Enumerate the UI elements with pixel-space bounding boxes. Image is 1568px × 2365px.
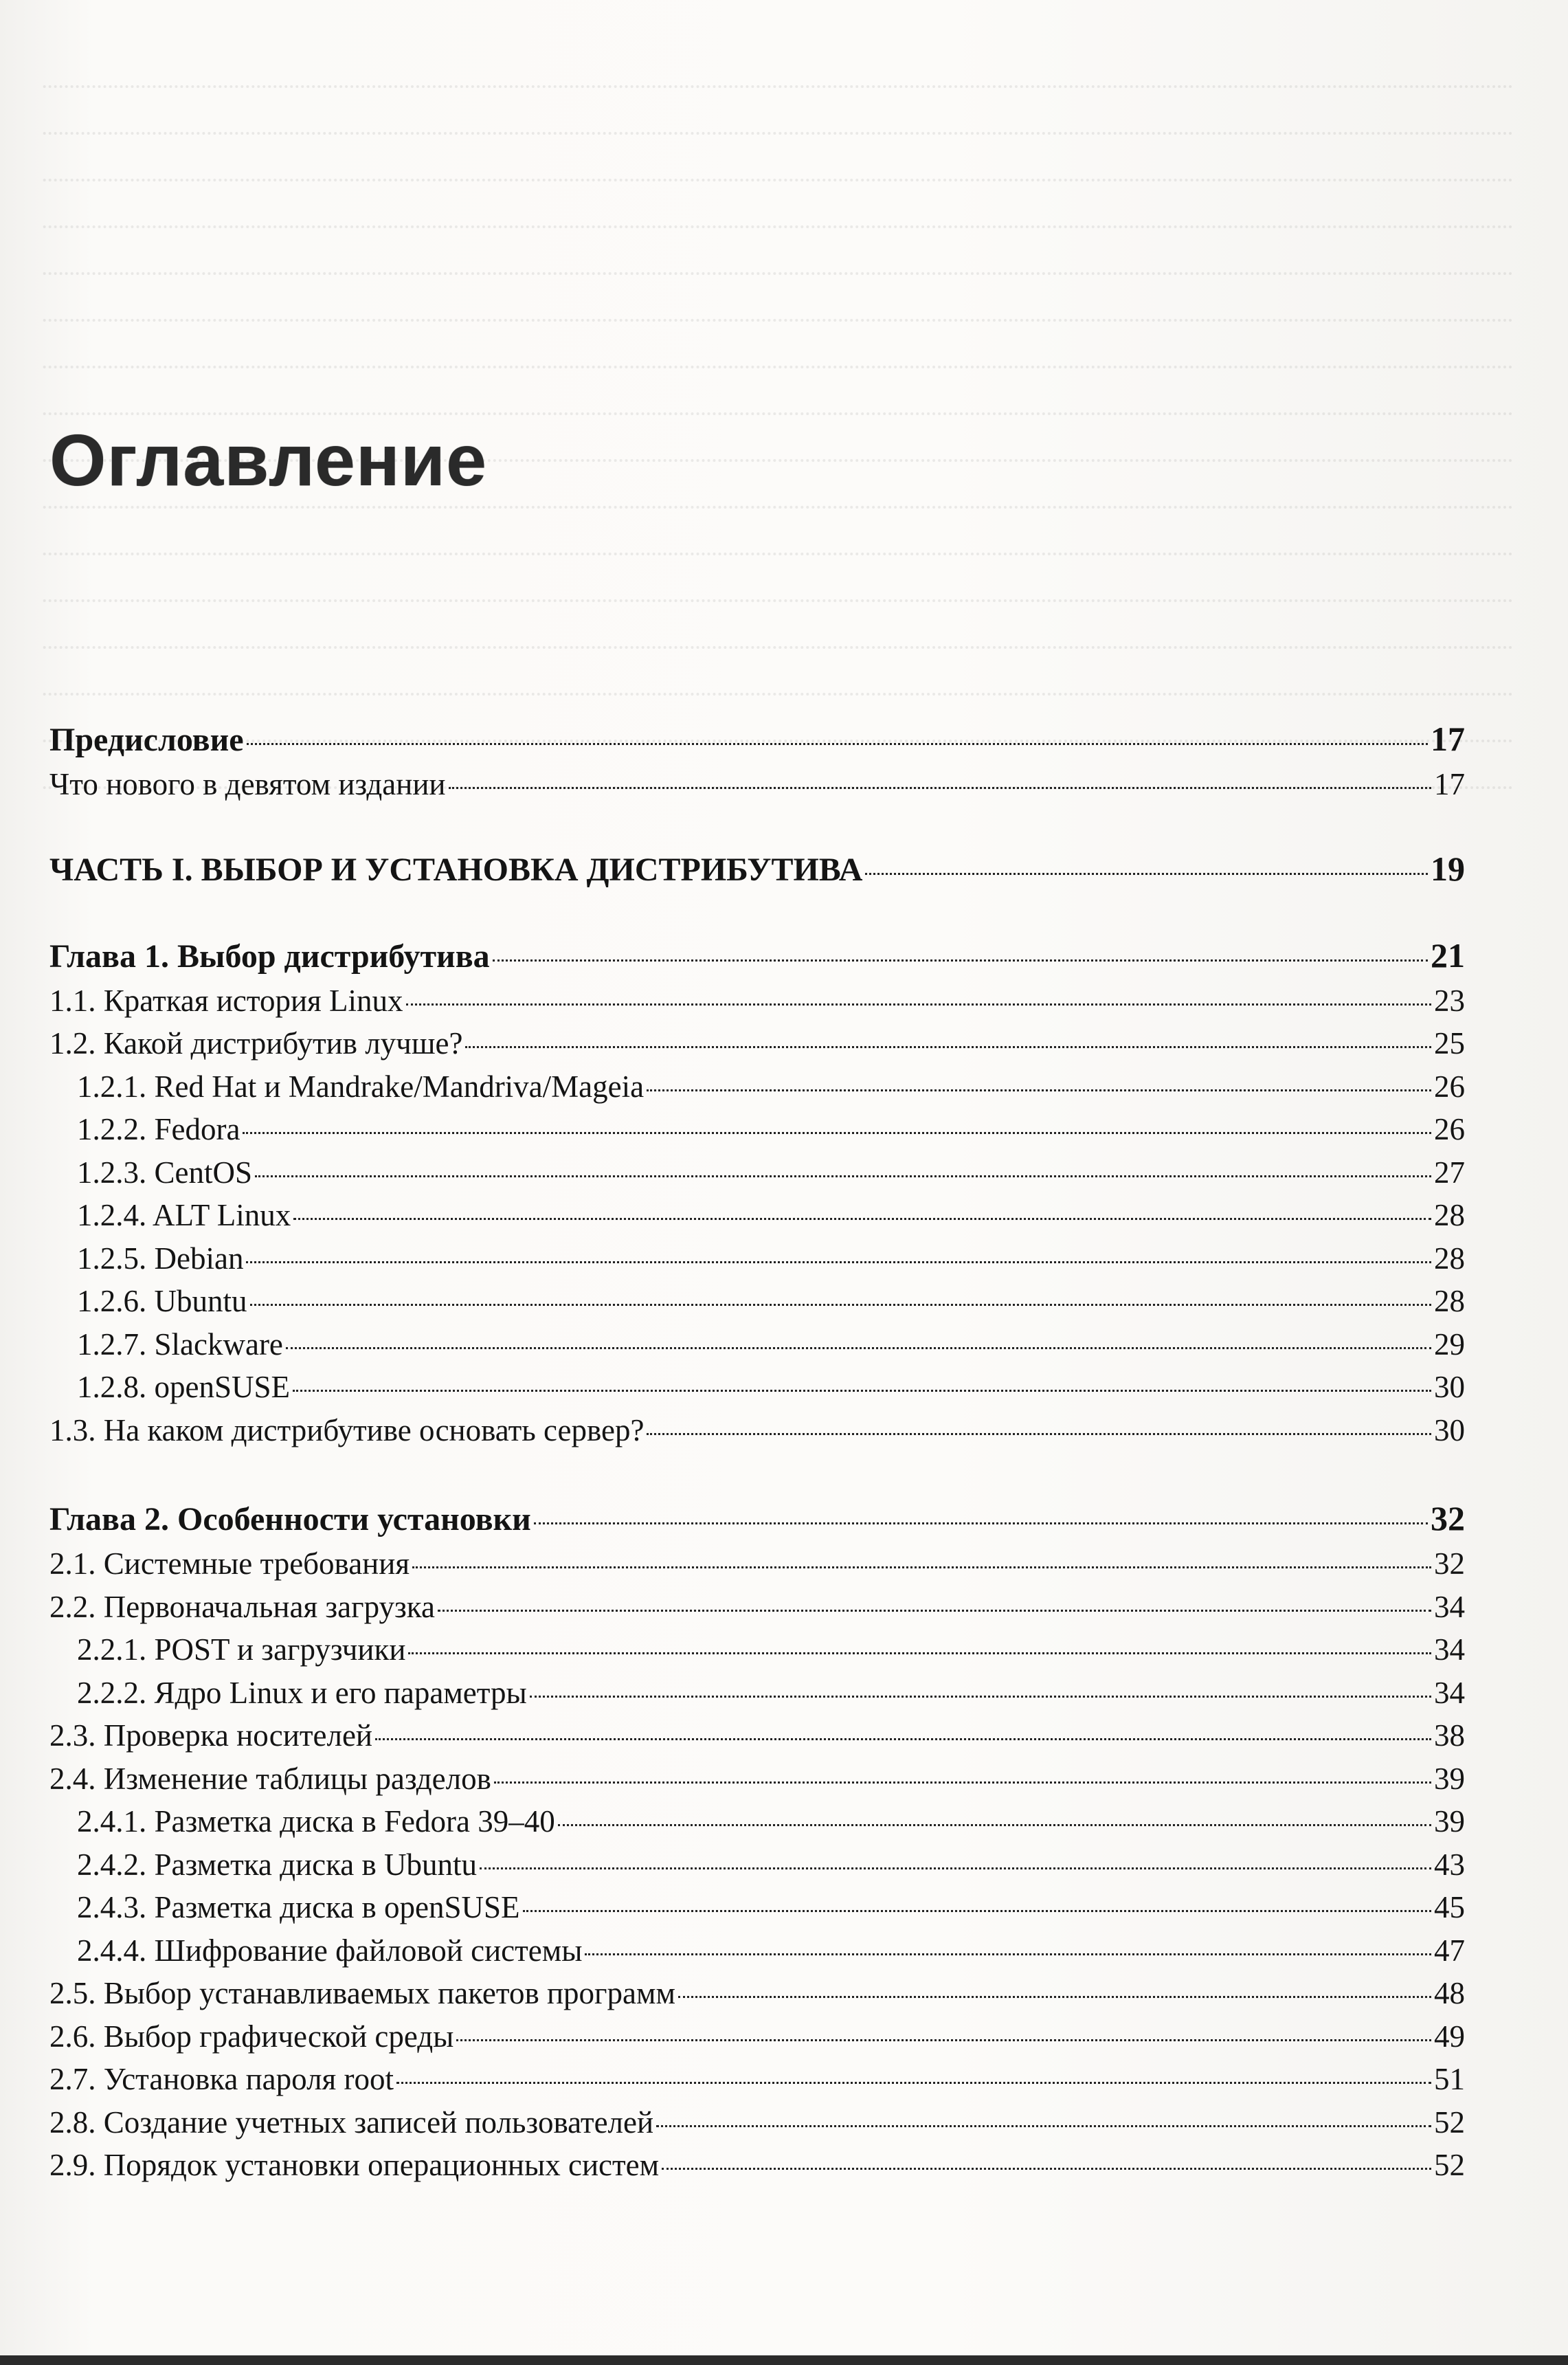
toc-entry-chapter-1[interactable] xyxy=(49,931,1465,979)
page-heading: Оглавление xyxy=(49,420,488,501)
toc-entry[interactable] xyxy=(49,1886,1465,1929)
toc-entry-title: 1.2.5. Debian xyxy=(77,1241,244,1276)
dot-leader xyxy=(243,1132,1431,1134)
dot-leader xyxy=(480,1867,1431,1869)
toc-entry-title: 2.4.3. Разметка диска в openSUSE xyxy=(77,1890,520,1924)
toc-entry-page: 19 xyxy=(1431,849,1465,888)
toc-entry-title: ЧАСТЬ I. ВЫБОР И УСТАНОВКА ДИСТРИБУТИВА xyxy=(49,851,863,888)
toc-entry[interactable] xyxy=(49,1542,1465,1586)
dot-leader xyxy=(293,1218,1431,1220)
toc-entry-page: 34 xyxy=(1434,1675,1465,1710)
toc-entry-page: 32 xyxy=(1431,1499,1465,1537)
toc-entry-page: 39 xyxy=(1434,1761,1465,1796)
dot-leader xyxy=(412,1566,1431,1568)
toc-entry-title: Глава 2. Особенности установки xyxy=(49,1501,531,1537)
toc-entry-title: 1.1. Краткая история Linux xyxy=(49,983,403,1018)
dot-leader xyxy=(865,873,1428,875)
dot-leader xyxy=(534,1522,1428,1524)
toc-entry[interactable] xyxy=(49,1022,1465,1065)
toc-entry-title: 2.4.4. Шифрование файловой системы xyxy=(77,1933,583,1968)
toc-entry-title: 2.7. Установка пароля root xyxy=(49,2062,394,2096)
toc-entry[interactable] xyxy=(49,2015,1465,2058)
dot-leader xyxy=(438,1610,1431,1612)
toc-entry[interactable] xyxy=(49,1800,1465,1843)
toc-entry-title: Что нового в девятом издании xyxy=(49,767,446,801)
dot-leader xyxy=(465,1046,1431,1048)
toc-entry-page: 23 xyxy=(1434,983,1465,1018)
toc-entry[interactable] xyxy=(49,1409,1465,1452)
dot-leader xyxy=(647,1089,1431,1091)
toc-entry-page: 28 xyxy=(1434,1198,1465,1232)
toc-entry[interactable] xyxy=(49,1065,1465,1109)
toc-entry[interactable] xyxy=(49,1280,1465,1323)
toc-entry-page: 43 xyxy=(1434,1847,1465,1882)
toc-entry-page: 51 xyxy=(1434,2062,1465,2096)
toc-entry-page: 47 xyxy=(1434,1933,1465,1968)
toc-entry-title: 1.2.8. openSUSE xyxy=(77,1370,291,1404)
dot-leader xyxy=(647,1433,1431,1435)
dot-leader xyxy=(656,2125,1431,2127)
toc-entry-title: 2.4.2. Разметка диска в Ubuntu xyxy=(77,1847,478,1882)
toc-entry-page: 26 xyxy=(1434,1069,1465,1104)
toc-entry-title: 1.2.4. ALT Linux xyxy=(77,1198,291,1232)
toc-entry-page: 38 xyxy=(1434,1718,1465,1753)
dot-leader xyxy=(585,1953,1431,1955)
toc-entry-title: 1.3. На каком дистрибутиве основать сервер? xyxy=(49,1412,645,1447)
dot-leader xyxy=(662,2168,1431,2170)
toc-entry-title: 1.2.1. Red Hat и Mandrake/Mandriva/Mageia xyxy=(77,1069,645,1104)
dot-leader xyxy=(494,1781,1431,1784)
toc-entry[interactable] xyxy=(49,2144,1465,2187)
toc-entry-title: 2.1. Системные требования xyxy=(49,1546,410,1581)
toc-entry-page: 39 xyxy=(1434,1804,1465,1839)
toc-entry[interactable] xyxy=(49,979,1465,1023)
toc-entry[interactable] xyxy=(49,1757,1465,1801)
toc-entry-page: 17 xyxy=(1431,720,1465,758)
toc-entry-title: 2.6. Выбор графической среды xyxy=(49,2019,454,2054)
dot-leader xyxy=(375,1738,1431,1740)
toc-entry-page: 48 xyxy=(1434,1976,1465,2010)
toc-entry-chapter-2[interactable] xyxy=(49,1494,1465,1542)
toc-entry[interactable] xyxy=(49,1151,1465,1195)
toc-entry-title: 1.2.2. Fedora xyxy=(77,1112,240,1146)
toc-entry-title: 2.8. Создание учетных записей пользователей xyxy=(49,2105,654,2140)
toc-entry[interactable] xyxy=(49,1972,1465,2015)
dot-leader xyxy=(530,1696,1431,1698)
toc-entry-page: 52 xyxy=(1434,2148,1465,2182)
toc-entry-title: Глава 1. Выбор дистрибутива xyxy=(49,937,490,975)
dot-leader xyxy=(255,1175,1431,1177)
toc-entry-title: 2.3. Проверка носителей xyxy=(49,1718,373,1753)
toc-entry-page: 17 xyxy=(1434,767,1465,801)
dot-leader xyxy=(406,1003,1432,1006)
toc-entry[interactable] xyxy=(49,1108,1465,1151)
toc-entry-page: 27 xyxy=(1434,1155,1465,1190)
toc-entry-title: 2.4. Изменение таблицы разделов xyxy=(49,1761,491,1796)
table-of-contents xyxy=(49,715,1465,2187)
toc-entry-page: 28 xyxy=(1434,1284,1465,1318)
toc-entry[interactable] xyxy=(49,1586,1465,1629)
toc-entry-title: 2.5. Выбор устанавливаемых пакетов программ xyxy=(49,1976,675,2010)
dot-leader xyxy=(247,743,1428,745)
toc-entry[interactable] xyxy=(49,2058,1465,2101)
toc-entry[interactable] xyxy=(49,1672,1465,1715)
toc-entry-title: 1.2.7. Slackware xyxy=(77,1326,283,1362)
dot-leader xyxy=(286,1347,1431,1349)
toc-entry[interactable] xyxy=(49,1714,1465,1757)
toc-entry[interactable] xyxy=(49,1628,1465,1672)
toc-entry-title: 1.2. Какой дистрибутив лучше? xyxy=(49,1026,463,1061)
toc-entry-preface[interactable] xyxy=(49,715,1465,763)
toc-entry-title: 2.2. Первоначальная загрузка xyxy=(49,1589,435,1624)
toc-entry-page: 52 xyxy=(1434,2105,1465,2140)
toc-entry-page: 29 xyxy=(1434,1326,1465,1362)
toc-entry-page: 49 xyxy=(1434,2019,1465,2054)
toc-entry-page: 34 xyxy=(1434,1589,1465,1624)
toc-entry[interactable] xyxy=(49,1194,1465,1237)
toc-entry[interactable] xyxy=(49,1843,1465,1887)
dot-leader xyxy=(523,1910,1431,1912)
toc-entry-page: 30 xyxy=(1434,1412,1465,1447)
toc-entry[interactable] xyxy=(49,1323,1465,1366)
toc-entry-page: 21 xyxy=(1431,935,1465,975)
dot-leader xyxy=(250,1304,1432,1306)
dot-leader xyxy=(449,787,1432,789)
dot-leader xyxy=(293,1390,1431,1392)
dot-leader xyxy=(246,1261,1431,1263)
toc-entry[interactable] xyxy=(49,1929,1465,1973)
toc-entry-title: 2.2.1. POST и загрузчики xyxy=(77,1632,406,1667)
dot-leader xyxy=(558,1824,1431,1826)
toc-entry-title: Предисловие xyxy=(49,722,244,758)
toc-entry-title: 1.2.3. CentOS xyxy=(77,1155,253,1190)
toc-entry-page: 26 xyxy=(1434,1112,1465,1146)
toc-entry-preface-new[interactable] xyxy=(49,763,1465,806)
dot-leader xyxy=(408,1652,1431,1654)
toc-entry-page: 25 xyxy=(1434,1026,1465,1061)
toc-entry-title: 2.9. Порядок установки операционных систем xyxy=(49,2148,660,2182)
toc-entry[interactable] xyxy=(49,1366,1465,1409)
toc-entry-title: 1.2.6. Ubuntu xyxy=(77,1284,247,1318)
toc-entry-page: 30 xyxy=(1434,1370,1465,1404)
toc-entry-title: 2.2.2. Ядро Linux и его параметры xyxy=(77,1675,527,1710)
toc-entry-page: 28 xyxy=(1434,1241,1465,1276)
dot-leader xyxy=(678,1996,1431,1998)
toc-entry-page: 32 xyxy=(1434,1546,1465,1581)
toc-entry-title: 2.4.1. Разметка диска в Fedora 39–40 xyxy=(77,1804,555,1839)
dot-leader xyxy=(456,2039,1431,2041)
toc-entry-page: 45 xyxy=(1434,1890,1465,1924)
toc-entry-part-1[interactable] xyxy=(49,845,1465,893)
toc-entry-page: 34 xyxy=(1434,1632,1465,1667)
bleed-through-text xyxy=(41,41,1512,756)
toc-entry[interactable] xyxy=(49,2101,1465,2144)
page-edge-shadow xyxy=(0,2355,1568,2365)
dot-leader xyxy=(493,959,1428,962)
dot-leader xyxy=(396,2082,1431,2084)
toc-entry[interactable] xyxy=(49,1237,1465,1280)
